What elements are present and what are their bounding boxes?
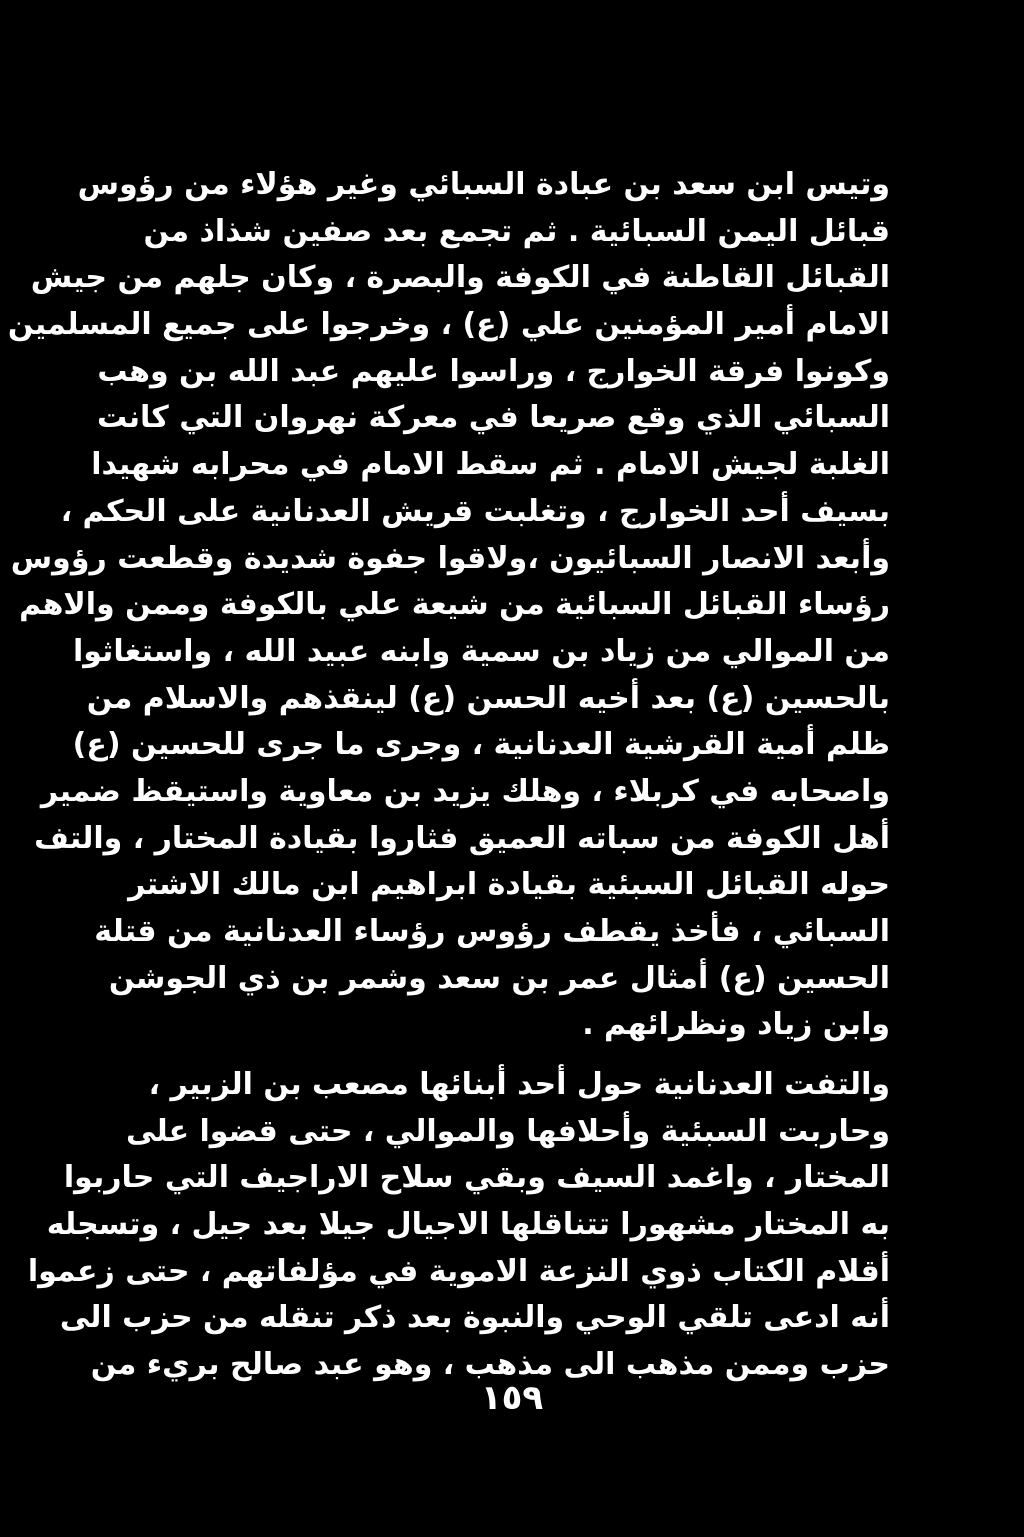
text-line: الغلبة لجيش الامام . ثم سقط الامام في محرابه شهيدا (91, 447, 890, 483)
text-line: أقلام الكتاب ذوي النزعة الاموية في مؤلفاتهم ، حتى زعموا (27, 1253, 890, 1289)
text-line: به المختار مشهورا تتناقلها الاجيال جيلا بعد جيل ، وتسجله (46, 1207, 890, 1243)
text-line: أهل الكوفة من سباته العميق فثاروا بقيادة المختار ، والتف (34, 820, 890, 856)
text-line: السبائي ، فأخذ يقطف رؤوس رؤساء العدنانية من قتلة (94, 914, 890, 949)
text-line: وأبعد الانصار السبائيون ،ولاقوا جفوة شديدة وقطعت رؤوس (10, 540, 890, 576)
paragraph-2 (27, 1062, 890, 1389)
text-line: حوله القبائل السبئية بقيادة ابراهيم ابن مالك الاشتر (128, 867, 890, 903)
text-line: بسيف أحد الخوارج ، وتغلبت قريش العدنانية على الحكم ، (60, 493, 890, 529)
text-line: من الموالي من زياد بن سمية وابنه عبيد الله ، واستغاثوا (72, 633, 890, 669)
text-line: وحاربت السبئية وأحلافها والموالي ، حتى قضوا على (125, 1113, 890, 1149)
text-line: قبائل اليمن السبائية . ثم تجمع بعد صفين شذاذ من (143, 213, 890, 249)
page-number: ١٥٩ (480, 1378, 544, 1418)
text-line: بالحسين (ع) بعد أخيه الحسن (ع) لينقذهم والاسلام من (86, 680, 890, 716)
text-line: وكونوا فرقة الخوارج ، وراسوا عليهم عبد الله بن وهب (97, 353, 890, 389)
text-line: رؤساء القبائل السبائية من شيعة علي بالكوفة وممن والاهم (19, 587, 890, 623)
text-line: الامام أمير المؤمنين علي (ع) ، وخرجوا على جميع المسلمين (7, 307, 890, 343)
text-line: واصحابه في كربلاء ، وهلك يزيد بن معاوية واستيقظ ضمير (40, 773, 890, 809)
text-line: القبائل القاطنة في الكوفة والبصرة ، وكان جلهم من جيش (30, 260, 890, 296)
text-line: حزب وممن مذهب الى مذهب ، وهو عبد صالح بريء من (90, 1347, 890, 1383)
text-line: ظلم أمية القرشية العدنانية ، وجرى ما جرى للحسين (ع) (72, 727, 890, 763)
text-line: والتفت العدنانية حول أحد أبنائها مصعب بن الزبير ، (148, 1067, 890, 1102)
text-line: الحسين (ع) أمثال عمر بن سعد وشمر بن ذي الجوشن (108, 960, 890, 996)
text-line: المختار ، واغمد السيف وبقي سلاح الاراجيف التي حاربوا (63, 1160, 890, 1196)
text-line: وتيس ابن سعد بن عبادة السبائي وغير هؤلاء من رؤوس (77, 167, 890, 202)
paragraph-1 (7, 162, 890, 1049)
text-line: السبائي الذي وقع صريعا في معركة نهروان التي كانت (97, 400, 890, 436)
text-line: أنه ادعى تلقي الوحي والنبوة بعد ذكر تنقله من حزب الى (59, 1300, 890, 1336)
text-line: وابن زياد ونظرائهم . (582, 1007, 890, 1043)
